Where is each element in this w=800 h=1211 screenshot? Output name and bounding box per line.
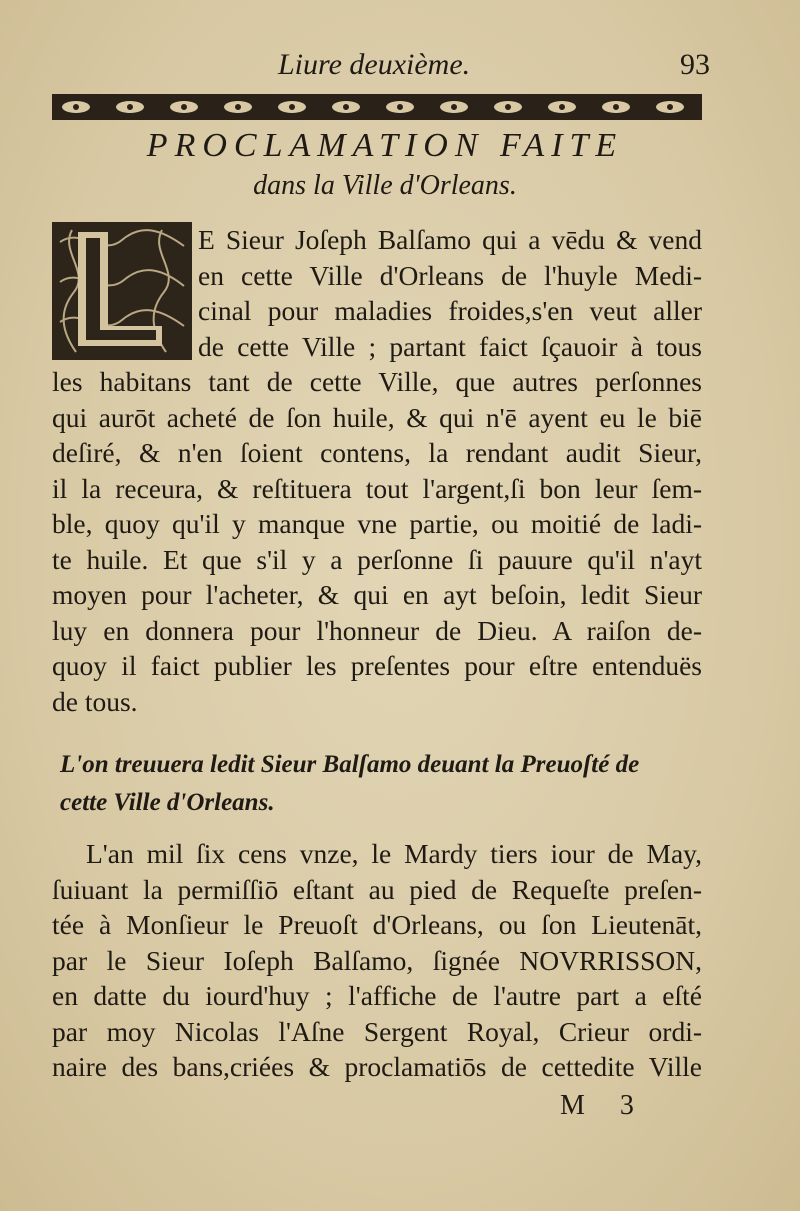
- proclamation-title: [60, 124, 710, 204]
- paragraph-1: [52, 222, 702, 719]
- text-line: te huile. Et que s'il y a perſonne ſi pauure qu'il n'ayt: [52, 543, 702, 575]
- text-line: naire des bans,criées & proclamatiōs de cettedite Ville: [52, 1051, 702, 1082]
- ornament-band: [52, 94, 702, 120]
- text-line: L'an mil ſix cens vnze, le Mardy tiers iour de May,: [86, 838, 702, 869]
- text-line: tée à Monſieur le Preuoſt d'Orleans, ou ſon Lieutenāt,: [52, 909, 702, 940]
- text-line: par le Sieur Ioſeph Balſamo, ſignée NOVRRISSON,: [52, 944, 702, 976]
- text-line: de cette Ville ; partant faict ſçauoir à tous: [198, 330, 702, 362]
- title-line-2: dans la Ville d'Orleans.: [253, 170, 517, 201]
- subheading: [60, 746, 710, 822]
- text-line: en datte du iourd'huy ; l'affiche de l'autre part a eſté: [52, 980, 702, 1011]
- signature-mark: M 3: [560, 1090, 648, 1121]
- text-line: de tous.: [52, 685, 138, 717]
- subheading-line-2: cette Ville d'Orleans.: [60, 789, 275, 816]
- subheading-line-1: L'on treuuera ledit Sieur Balſamo deuant la Preuoſté de: [60, 751, 640, 778]
- text-line: ſuiuant la permiſſiō eſtant au pied de Requeſte preſen-: [52, 873, 702, 905]
- text-line: par moy Nicolas l'Aſne Sergent Royal, Crieur ordi-: [52, 1015, 702, 1047]
- page-header: [60, 48, 710, 88]
- title-line-1: PROCLAMATION FAITE: [146, 127, 624, 164]
- running-head: Liure deuxième.: [278, 48, 471, 81]
- text-line: deſiré, & n'en ſoient contens, la rendant audit Sieur,: [52, 437, 702, 468]
- page-number: 93: [680, 48, 710, 81]
- text-line: les habitans tant de cette Ville, que autres perſonnes: [52, 366, 702, 397]
- text-line: E Sieur Joſeph Balſamo qui a vēdu & vend: [198, 224, 702, 255]
- paragraph-2: [52, 836, 702, 1085]
- text-line: en cette Ville d'Orleans de l'huyle Medi-: [198, 259, 702, 291]
- text-line: moyen pour l'acheter, & qui en ayt beſoin, ledit Sieur: [52, 579, 702, 610]
- text-line: il la receura, & reſtituera tout l'argent,ſi bon leur ſem-: [52, 472, 702, 504]
- text-line: quoy il faict publier les preſentes pour eſtre entenduës: [52, 650, 702, 681]
- text-line: qui aurōt acheté de ſon huile, & qui n'ē ayent eu le biē: [52, 401, 702, 433]
- text-line: cinal pour maladies froides,s'en veut aller: [198, 295, 702, 326]
- text-line: luy en donnera pour l'honneur de Dieu. A raiſon de-: [52, 614, 702, 646]
- text-line: ble, quoy qu'il y manque vne partie, ou moitié de ladi-: [52, 508, 702, 539]
